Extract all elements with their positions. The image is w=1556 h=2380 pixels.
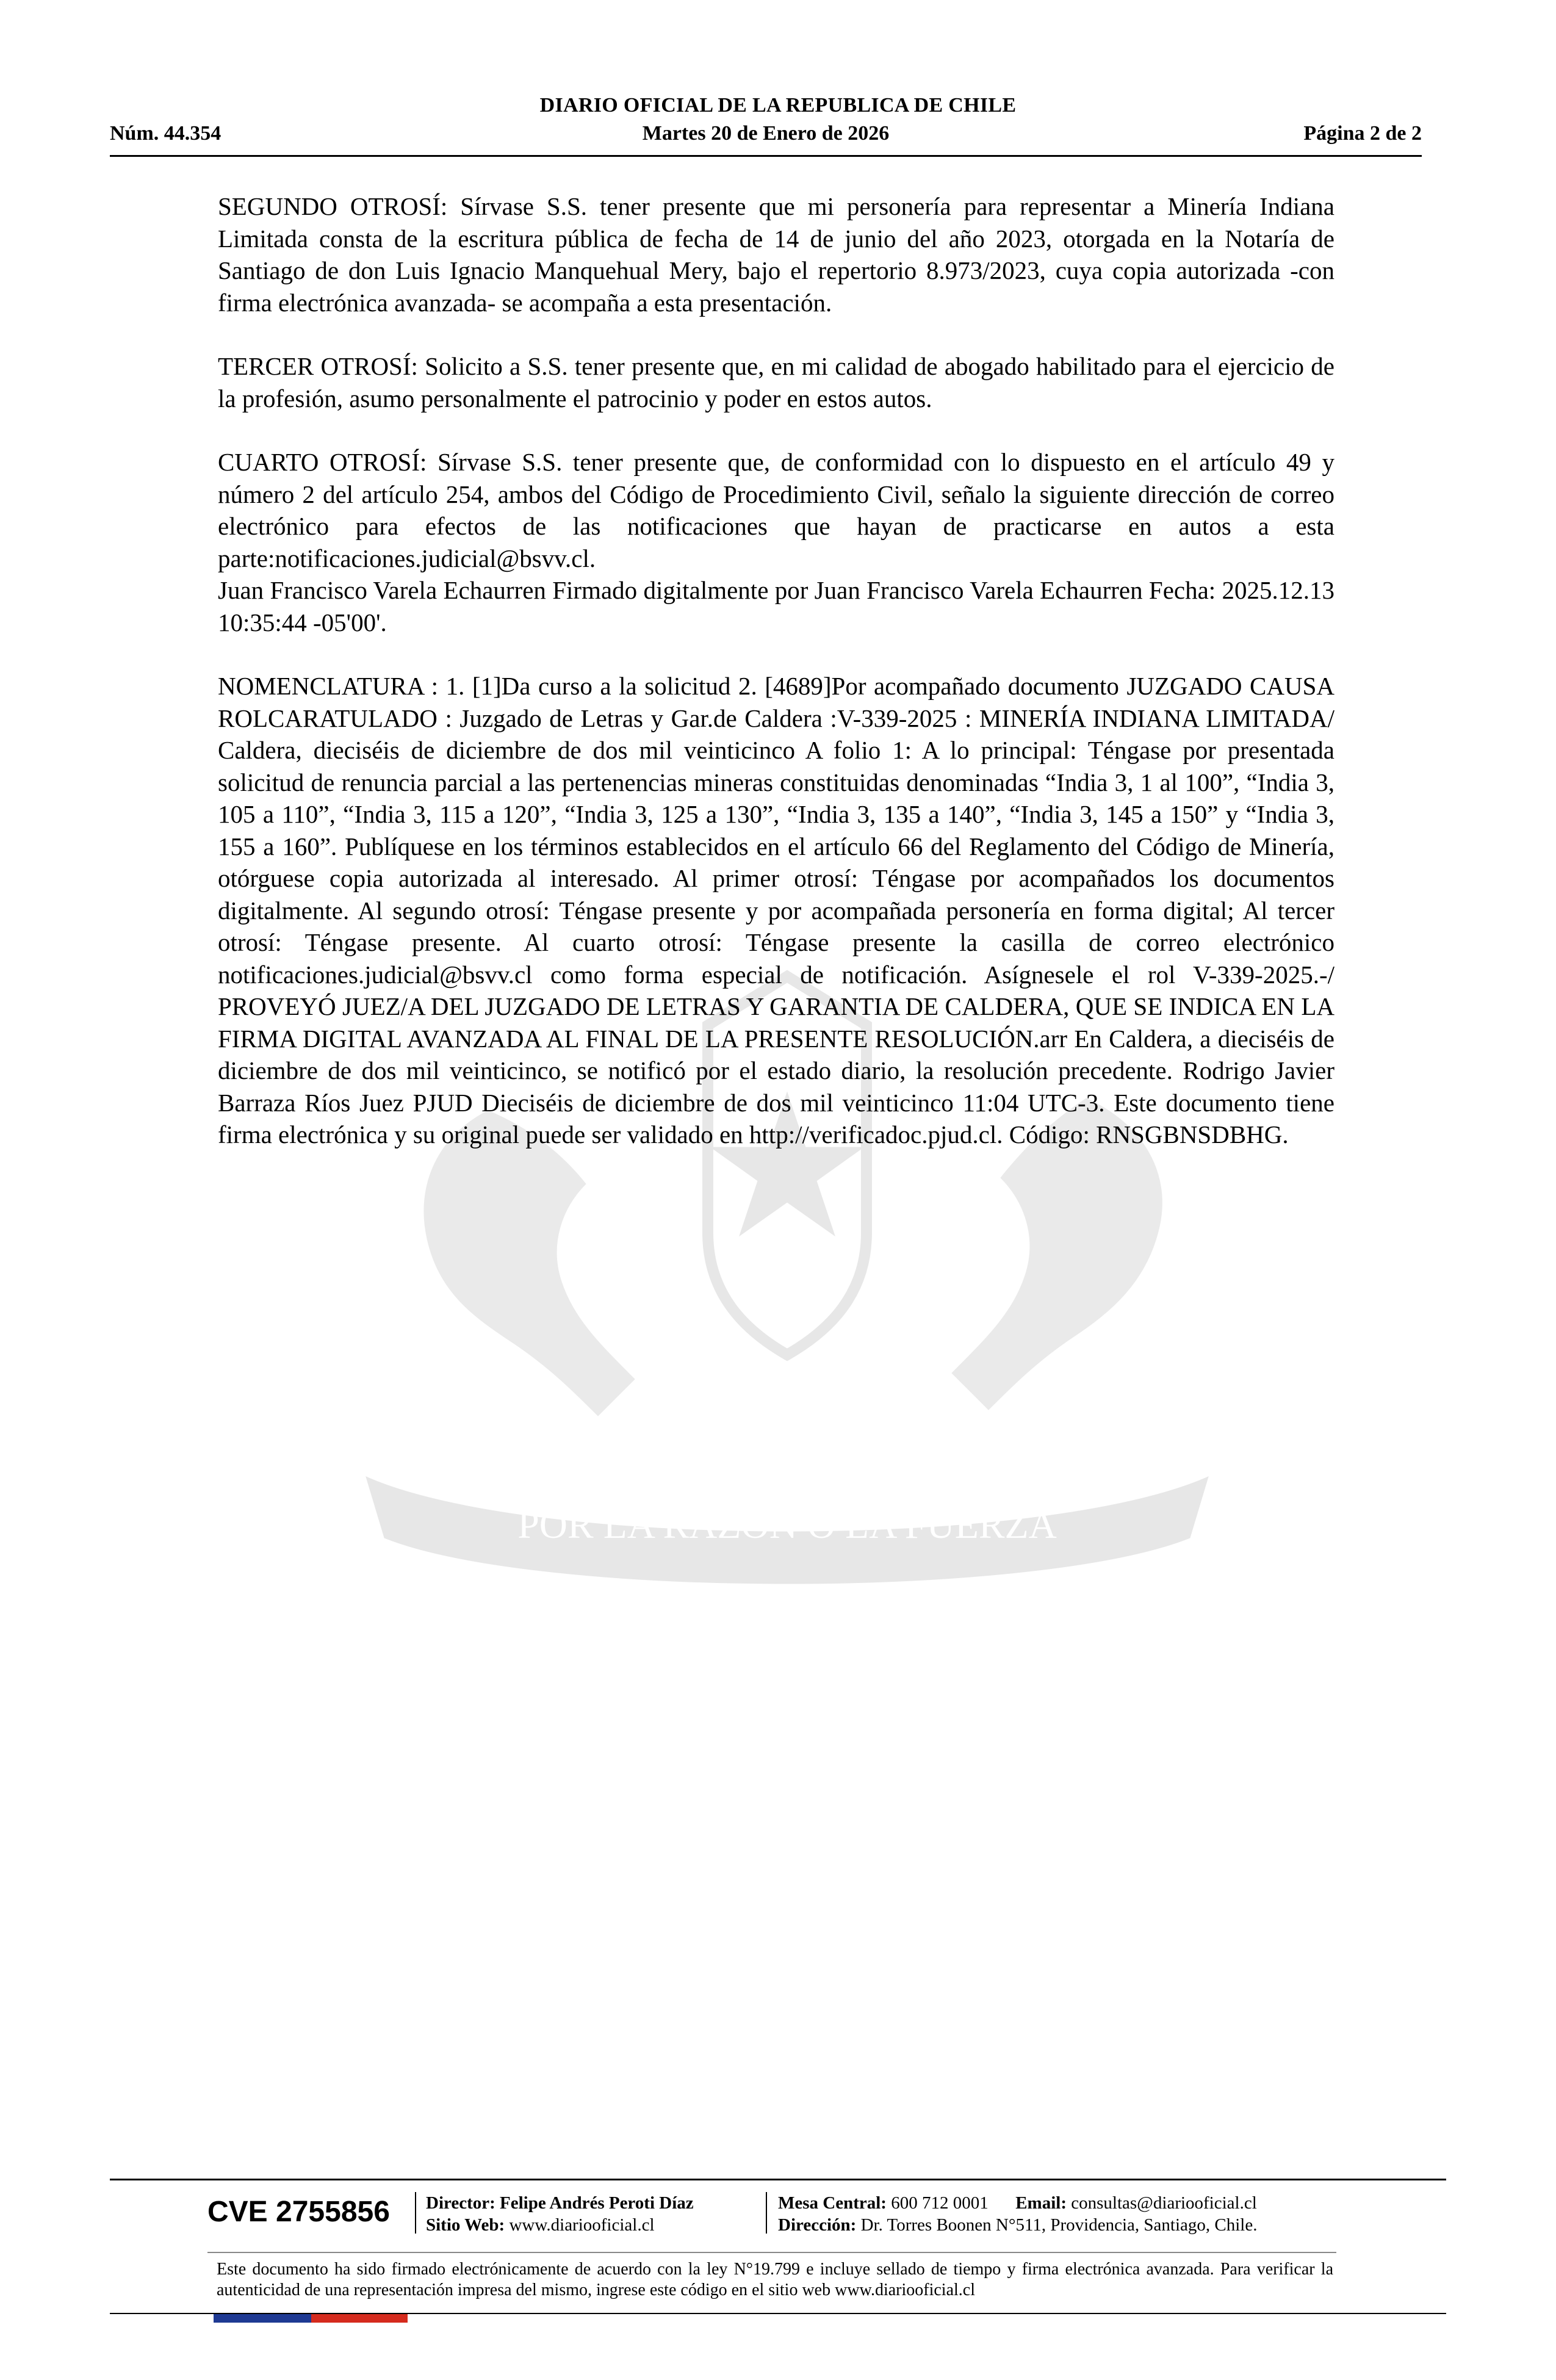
paragraph-segundo-otrosi: SEGUNDO OTROSÍ: Sírvase S.S. tener presente que mi personería para representar a Minería Indiana Limitada consta de la escritura pública de fecha de 14 de junio del año 2023, otorgada en la Notaría de Santiago de don Luis Ignacio Manquehual Mery, bajo el repertorio 8.973/2023, cuya copia autorizada -con firma electrónica avanzada- se acompaña a esta presentación. <box>218 192 1334 317</box>
flag-stripe-blue <box>214 2314 311 2323</box>
website-link[interactable]: www.diariooficial.cl <box>509 2215 655 2235</box>
contact-line <box>778 2192 1257 2214</box>
footer-divider-mid <box>207 2252 1336 2253</box>
paragraph-cuarto-otrosi: CUARTO OTROSÍ: Sírvase S.S. tener presente que, de conformidad con lo dispuesto en el artículo 49 y número 2 del artículo 254, ambos del Código de Procedimiento Civil, señalo la siguiente dirección de correo electrónico para efectos de las notificaciones que hayan de practicarse en autos a esta parte:notificaciones.judicial@bsvv.cl. <box>218 448 1334 572</box>
page-number: Página 2 de 2 <box>1303 122 1422 145</box>
issue-date: Martes 20 de Enero de 2026 <box>642 122 890 145</box>
phone-label: Mesa Central: <box>778 2193 887 2213</box>
watermark-motto: POR LA RAZON O LA FUERZA <box>517 1503 1057 1546</box>
issue-number: Núm. 44.354 <box>110 122 222 145</box>
header-row <box>110 122 1422 149</box>
address-line <box>778 2214 1257 2236</box>
footer-separator <box>766 2192 767 2234</box>
document-body <box>218 190 1334 1151</box>
director-label: Director: <box>426 2193 495 2213</box>
flag-stripe-red <box>311 2314 408 2323</box>
header-divider <box>110 155 1422 157</box>
address-value: Dr. Torres Boonen N°511, Providencia, Santiago, Chile. <box>860 2215 1258 2235</box>
website-line <box>426 2214 655 2236</box>
paragraph-firma: Juan Francisco Varela Echaurren Firmado digitalmente por Juan Francisco Varela Echaurren Fecha: 2025.12.13 10:35:44 -05'00'. <box>218 576 1334 636</box>
director-line <box>426 2192 694 2214</box>
phone-value: 600 712 0001 <box>891 2193 989 2213</box>
footer-divider-top <box>110 2179 1446 2180</box>
address-label: Dirección: <box>778 2215 857 2235</box>
director-name: Felipe Andrés Peroti Díaz <box>500 2193 694 2213</box>
footer-separator <box>415 2192 416 2234</box>
paragraph-tercer-otrosi: TERCER OTROSÍ: Solicito a S.S. tener presente que, en mi calidad de abogado habilitado para el ejercicio de la profesión, asumo personalmente el patrocinio y poder en estos autos. <box>218 352 1334 413</box>
newspaper-title: DIARIO OFICIAL DE LA REPUBLICA DE CHILE <box>539 94 1017 117</box>
email-link[interactable]: consultas@diariooficial.cl <box>1071 2193 1257 2213</box>
website-label: Sitio Web: <box>426 2215 505 2235</box>
authenticity-note: Este documento ha sido firmado electrónicamente de acuerdo con la ley N°19.799 e incluye sellado de tiempo y firma electrónica avanzada. Para verificar la autenticidad de una representación impresa del mismo, ingrese este código en el sitio web www.diariooficial.cl <box>217 2260 1333 2299</box>
email-label: Email: <box>1015 2193 1067 2213</box>
paragraph-nomenclatura: NOMENCLATURA : 1. [1]Da curso a la solicitud 2. [4689]Por acompañado documento JUZGADO CAUSA ROLCARATULADO : Juzgado de Letras y Gar.de Caldera :V-339-2025 : MINERÍA INDIANA LIMITADA/ Caldera, dieciséis de diciembre de dos mil veinticinco A folio 1: A lo principal: Téngase por presentada solicitud de renuncia parcial a las pertenencias mineras constituidas denominadas “India 3, 1 al 100”, “India 3, 105 a 110”, “India 3, 115 a 120”, “India 3, 125 a 130”, “India 3, 135 a 140”, “India 3, 145 a 150” y “India 3, 155 a 160”. Publíquese en los términos establecidos en el artículo 66 del Reglamento del Código de Minería, otórguese copia autorizada al interesado. Al primer otrosí: Téngase por acompañados los documentos digitalmente. Al segundo otrosí: Téngase presente y por acompañada personería en forma digital; Al tercer otrosí: Téngase presente. Al cuarto otrosí: Téngase presente la casilla de correo electrónico notificaciones.judicial@bsvv.cl como forma especial de notificación. Asígnesele el rol V-339-2025.-/ PROVEYÓ JUEZ/A DEL JUZGADO DE LETRAS Y GARANTIA DE CALDERA, QUE SE INDICA EN LA FIRMA DIGITAL AVANZADA AL FINAL DE LA PRESENTE RESOLUCIÓN.arr En Caldera, a dieciséis de diciembre de dos mil veinticinco, se notificó por el estado diario, la resolución precedente. Rodrigo Javier Barraza Ríos Juez PJUD Dieciséis de diciembre de dos mil veinticinco 11:04 UTC-3. Este documento tiene firma electrónica y su original puede ser validado en http://verificadoc.pjud.cl. Código: RNSGBNSDBHG. <box>218 672 1334 1149</box>
cve-code: CVE 2755856 <box>207 2196 390 2228</box>
